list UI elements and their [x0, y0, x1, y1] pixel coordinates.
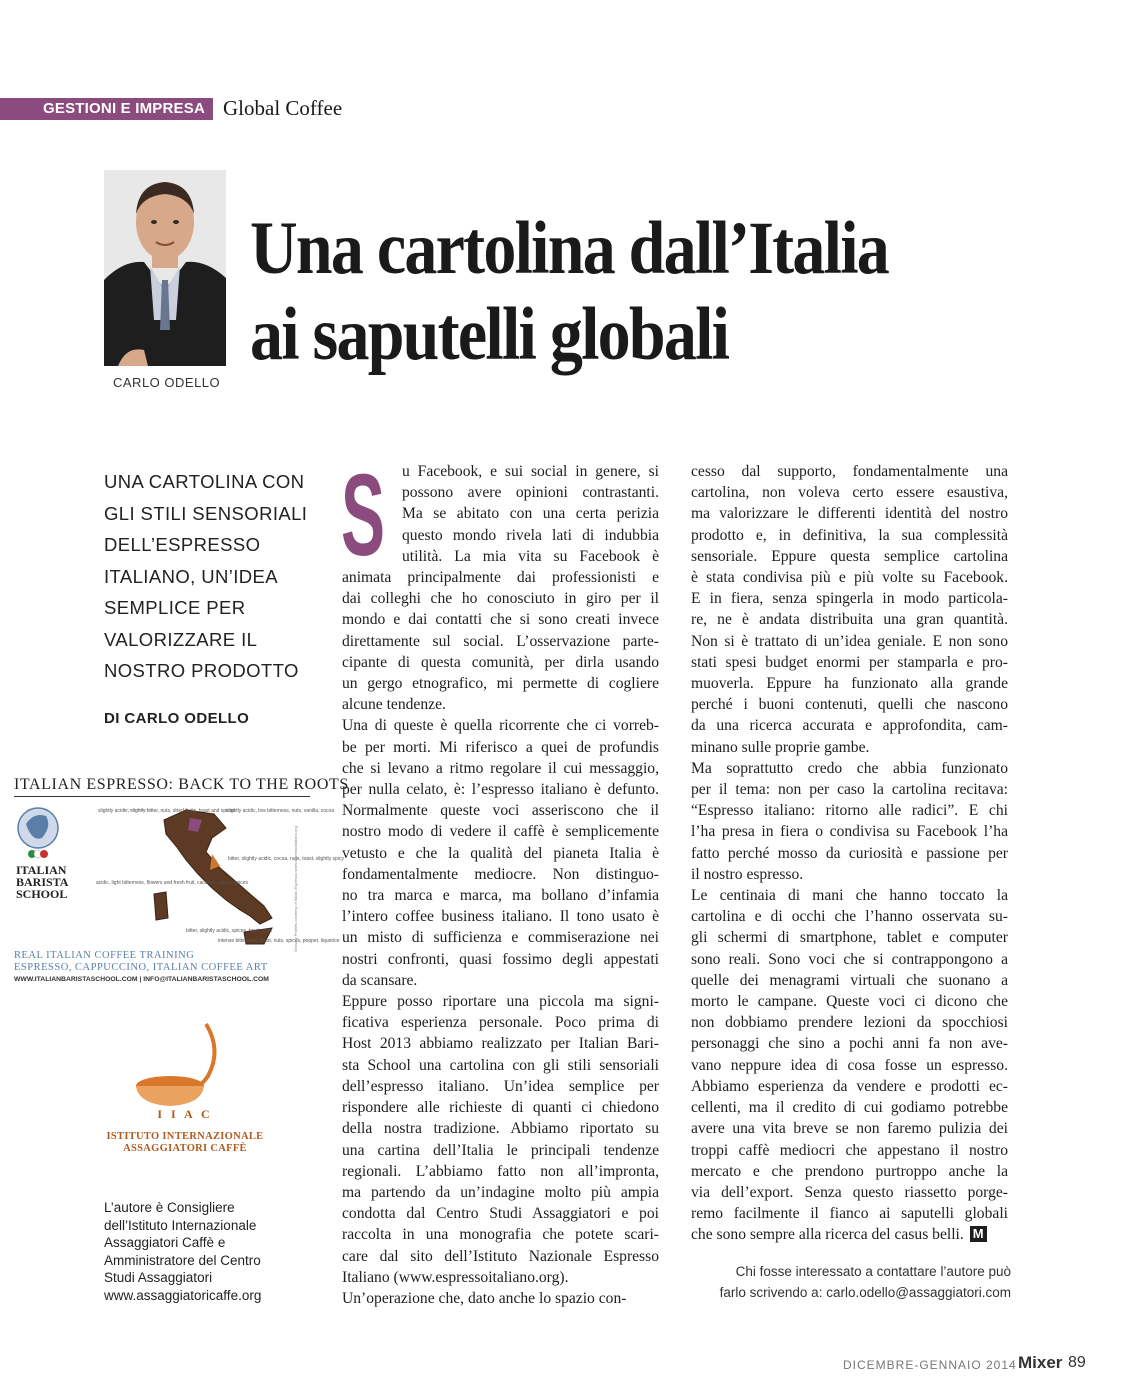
article-line: remo facilmente il fianco ai saputelli globali	[691, 1205, 1008, 1223]
article-line: stati spesi budget enormi per stamparla e pro-	[691, 653, 1008, 671]
article-line: ma valorizzare le differenti identità del nostro	[691, 505, 1008, 523]
postcard-rule	[14, 796, 310, 797]
article-line: una cartina dell’Italia le principali tendenze	[342, 1141, 659, 1159]
map-note: intense bitterness, toast, nuts, spices, pepper, liquorice	[218, 938, 340, 944]
article-line: E in fiera, senza spingerla in modo particola-	[691, 590, 1008, 608]
postcard-web: WWW.ITALIANBARISTASCHOOL.COM | INFO@ITALIANBARISTASCHOOL.COM	[14, 976, 269, 983]
article-line: per il tema: non per caso la cartolina recitava:	[691, 781, 1008, 799]
article-line: nostri confronti, quasi fossimo degli appestati	[342, 950, 659, 968]
article-line: regionali. L’abbiamo fatto non all’impronta,	[342, 1162, 659, 1180]
postcard-training	[14, 950, 310, 974]
article-line: Un’operazione che, dato anche lo spazio con-	[342, 1289, 627, 1307]
training-line: ESPRESSO, CAPPUCCINO, ITALIAN COFFEE ART	[14, 962, 268, 973]
article-line: animata principalmente dai professionisti e	[342, 569, 659, 587]
article-line: utilità. La mia vita su Facebook è	[402, 547, 659, 565]
article-line: Ma soprattutto credo che abbia funzionato	[691, 759, 1008, 777]
footer-issue: DICEMBRE-GENNAIO 2014	[843, 1358, 1017, 1372]
article-line: prodotto e, in definitiva, la sua complessità	[691, 526, 1008, 544]
article-line: via dell’export. Senza questo riassetto porge-	[691, 1183, 1008, 1201]
headline	[250, 206, 1007, 378]
article-line: l’ha presa in fiera o condivisa su Facebook l’ha	[691, 823, 1008, 841]
summary-line: VALORIZZARE IL	[104, 628, 258, 650]
contact-note	[691, 1262, 1011, 1303]
article-line: minano sulle proprie gambe.	[691, 738, 870, 756]
headline-line-1: Una cartolina dall’Italia	[250, 207, 889, 290]
iiac-acronym: I I A C	[157, 1107, 213, 1121]
article-line: Abbiamo esperienza da vendere e prodotti ec-	[691, 1077, 1008, 1095]
section-label: GESTIONI E IMPRESA	[43, 100, 205, 117]
contact-line[interactable]: farlo scrivendo a: carlo.odello@assaggiatori.com	[719, 1284, 1011, 1300]
article-line: questo mondo rivela lati di indubbia	[402, 526, 659, 544]
headline-line-2: ai saputelli globali	[250, 293, 729, 376]
article-line: l’intero coffee business italiano. Il tono usato è	[342, 908, 659, 926]
article-line: un gergo etnografico, mi permette di cogliere	[342, 675, 659, 693]
summary-line: GLI STILI SENSORIALI	[104, 502, 308, 524]
article-line: non dobbiamo prendere lezioni da spocchiosi	[691, 1014, 1008, 1032]
article-line: rispondere alle richieste di quanti ci chiedono	[342, 1099, 659, 1117]
article-line: care dal sito dell’Istituto Nazionale Espresso	[342, 1247, 659, 1265]
article-line: Una di queste è quella ricorrente che ci vorreb-	[342, 717, 659, 735]
article-line: cartolina, non voleva certo essere esaustiva,	[691, 484, 1008, 502]
map-note: bitter, slightly acidic, spices, toast, nuts	[186, 928, 272, 934]
article-line: dell’espresso italiano. Un’idea semplice per	[342, 1077, 659, 1095]
article-line: condotta dal Centro Studi Assaggiatori e poi	[342, 1205, 659, 1223]
school-line: ITALIAN	[16, 863, 67, 877]
article-line: che si levano a ritmo regolare il cui messaggio,	[342, 759, 659, 777]
article-line: sensoriale. Eppure questa semplice cartolina	[691, 547, 1008, 565]
author-caption: CARLO ODELLO	[113, 375, 221, 390]
summary-line: NOSTRO PRODOTTO	[104, 660, 299, 681]
article-column-2	[691, 461, 1008, 1246]
school-line: SCHOOL	[16, 887, 68, 901]
end-mark-icon: M	[970, 1226, 987, 1242]
article-line: fondamentalmente mediocre. Non distinguo-	[342, 865, 659, 883]
section-title: Global Coffee	[223, 96, 343, 120]
article-line: alcune tendenze.	[342, 696, 446, 714]
article-line: Ma se abitato con una certa perizia	[402, 505, 659, 523]
article-line: da una ricerca accurata e approfondita, cam-	[691, 717, 1008, 735]
training-line: REAL ITALIAN COFFEE TRAINING	[14, 950, 195, 961]
summary-line: ITALIANO, UN’IDEA	[104, 565, 279, 587]
sidebar-byline: DI CARLO ODELLO	[104, 710, 250, 727]
article-line: quelle dei menagrami virtuali che suonano a	[691, 971, 1008, 989]
article-line: u Facebook, e sui social in genere, si	[402, 463, 659, 480]
summary-line: UNA CARTOLINA CON	[104, 471, 305, 492]
author-note-link[interactable]: www.assaggiatoricaffe.org	[104, 1287, 262, 1303]
map-side-credit: Sensory Profiles courtesy of Italian Espresso www.espressoitaliano.org	[293, 826, 298, 952]
article-line: fatto perché mosso da curiosità e passione per	[691, 844, 1008, 862]
barista-school-logo-icon	[16, 804, 82, 924]
iiac-name-line: ISTITUTO INTERNAZIONALE	[106, 1131, 264, 1142]
article-line: nostro modo di vedere il caffè è semplicemente	[342, 823, 659, 841]
article-line: possono avere opinioni contrastanti.	[402, 484, 659, 502]
iiac-name	[100, 1131, 270, 1155]
article-line: che sono sempre alla ricerca del casus belli.	[691, 1226, 964, 1244]
article-line: be per morti. Mi riferisco a quei de profundis	[342, 738, 659, 756]
article-line: re, ne è andata distribuita una gran quantità.	[691, 611, 1008, 629]
author-note-line: dell’Istituto Internazionale	[104, 1217, 257, 1233]
article-line: morto le campane. Queste voci ci dicono che	[691, 993, 1008, 1011]
article-line: dai colleghi che ho conosciuto in giro per il	[342, 590, 659, 608]
article-line: troppi caffè mediocri che appestano il nostro	[691, 1141, 1008, 1159]
author-note-line: Amministratore del Centro	[104, 1252, 261, 1268]
article-line: mondo e dai contatti che si sono creati invece	[342, 611, 659, 629]
article-line: Eppure posso riportare una piccola ma signi-	[342, 993, 659, 1011]
author-portrait-icon	[104, 170, 226, 366]
article-column-1	[342, 461, 659, 1309]
article-line: sta School una cartolina con gli stili sensoriali	[342, 1056, 659, 1074]
article-line: cartolina e di occhi che l’hanno osservata su-	[691, 908, 1008, 926]
author-note-line: Studi Assaggiatori	[104, 1270, 213, 1285]
article-line: vano neppure idea di cosa fosse un espresso.	[691, 1056, 1008, 1074]
map-note: slightly acidic, slightly bitter, nuts, dried fruits, toast and spices	[98, 808, 236, 814]
article-line: no tra marca e marca, ma bollano d’infamia	[342, 887, 659, 905]
sidebar-summary	[104, 466, 334, 687]
author-note-line: L’autore è Consigliere	[104, 1200, 235, 1215]
footer-page-number: 89	[1068, 1354, 1086, 1371]
article-line: per nulla celato, è: l’espresso italiano è defunto.	[342, 781, 659, 799]
summary-line: DELL’ESPRESSO	[104, 534, 261, 555]
article-line: avere una vita breve se non faremo pulizia dei	[691, 1120, 1008, 1138]
article-line: “Espresso italiano: ritorno alle radici”. E chi	[691, 802, 1008, 820]
map-note: slightly acidic, low bitterness, nuts, vanilla, cocoa	[226, 808, 335, 814]
iiac-name-line: ASSAGGIATORI CAFFÈ	[123, 1143, 247, 1154]
article-line: sono reali. Sono voci che si contrappongono a	[691, 950, 1008, 968]
article-line: gli schermi di smartphone, tablet e computer	[691, 929, 1008, 947]
article-line: Non si è trattato di un’idea geniale. E non sono	[691, 632, 1008, 650]
article-line: Italiano (www.espressoitaliano.org).	[342, 1268, 569, 1286]
article-line: Le centinaia di mani che hanno toccato la	[691, 887, 1008, 905]
article-line: personaggi che sino a pochi anni fa non ave-	[691, 1035, 1008, 1053]
article-line: direttamente sul social. L’osservazione parte-	[342, 632, 659, 650]
article-line: perché i buoni contenuti, quelli che nascono	[691, 696, 1008, 714]
article-line: raccolta in una monografia che potete scari-	[342, 1226, 659, 1244]
article-line: da scansare.	[342, 971, 418, 989]
postcard-title: ITALIAN ESPRESSO: BACK TO THE ROOTS	[14, 776, 349, 793]
article-line: ma partendo da un’indagine molto più ampia	[342, 1183, 659, 1201]
map-note: bitter, slightly acidic, cocoa, nuts, toast, slightly spicy	[228, 856, 344, 862]
article-line: Host 2013 abbiamo realizzato per Italian Bari-	[342, 1035, 659, 1053]
author-note-line: Assaggiatori Caffè e	[104, 1235, 226, 1250]
author-photo	[104, 170, 226, 366]
article-line: è stata condivisa più e più volte su Facebook.	[691, 569, 1008, 587]
article-line: il nostro espresso.	[691, 865, 804, 883]
summary-line: SEMPLICE PER	[104, 597, 246, 618]
author-note	[104, 1199, 304, 1304]
article-line: ficativa esperienza personale. Poco prima di	[342, 1014, 659, 1032]
article-line: cesso dal supporto, fondamentalmente una	[691, 463, 1008, 480]
article-line: mercato e che prendono purtroppo anche la	[691, 1162, 1008, 1180]
postcard-image	[14, 776, 349, 990]
dropcap-letter: S	[341, 450, 385, 580]
article-line: Normalmente queste voci asseriscono che il	[342, 802, 659, 820]
iiac-logo-icon	[130, 1020, 240, 1120]
article-line: un misto di sufficienza e commiserazione nei	[342, 929, 659, 947]
map-note: acidic, light bitterness, flowers and fresh fruit, caramel, cocoa, spices	[96, 880, 249, 886]
contact-line: Chi fosse interessato a contattare l’autore può	[735, 1264, 1011, 1279]
footer-magazine: Mixer	[1018, 1353, 1063, 1372]
school-line: BARISTA	[16, 875, 69, 889]
italy-map-icon	[94, 802, 344, 952]
article-line: vetusto e che la qualità del pianeta Italia è	[342, 844, 659, 862]
article-line: cipante di questa comunità, per dirla usando	[342, 653, 659, 671]
article-line: cellenti, ma il credito di cui godiamo potrebbe	[691, 1099, 1008, 1117]
article-line: della nostra tradizione. Abbiamo riportato su	[342, 1120, 659, 1138]
article-line: muoverla. Eppure ha funzionato alla grande	[691, 675, 1008, 693]
